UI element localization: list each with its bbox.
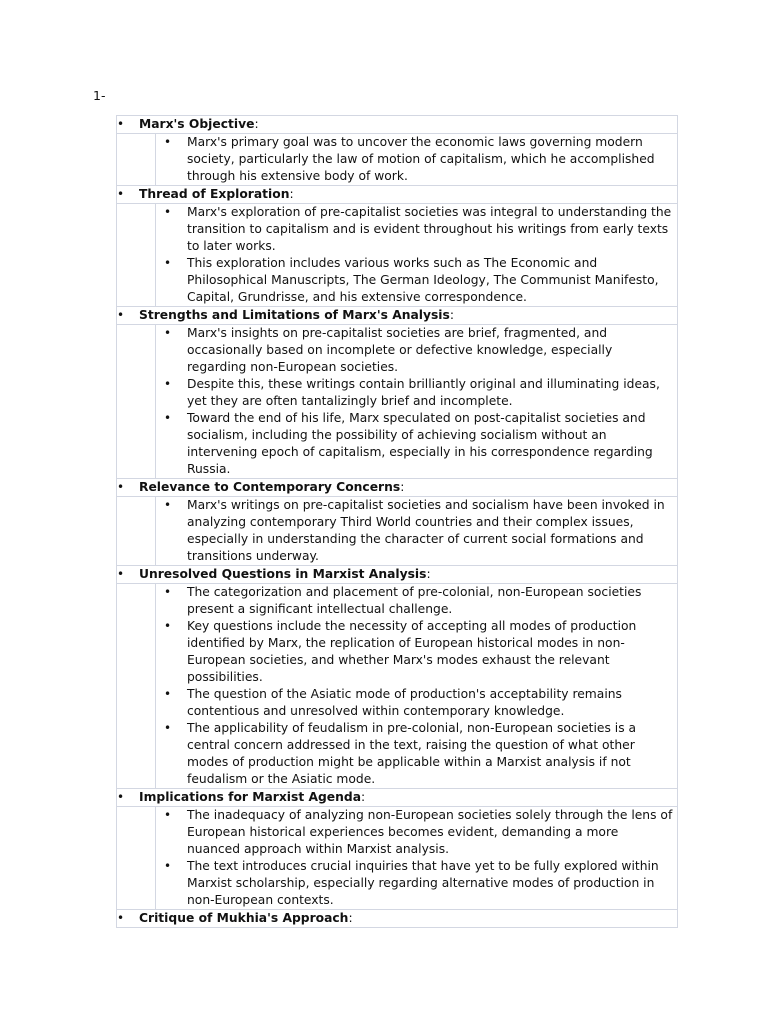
outline-section bbox=[117, 789, 677, 910]
outline-section bbox=[117, 307, 677, 479]
section-heading bbox=[117, 307, 677, 325]
section-title: Thread of Exploration bbox=[139, 187, 290, 201]
section-heading bbox=[117, 789, 677, 807]
section-title-colon: : bbox=[449, 308, 455, 322]
bullet-icon: • bbox=[164, 377, 172, 391]
bullet-icon: • bbox=[164, 411, 172, 425]
bullet-icon: • bbox=[164, 256, 172, 270]
section-heading bbox=[117, 186, 677, 204]
bullet-icon: • bbox=[117, 567, 125, 581]
list-item bbox=[156, 618, 677, 686]
sub-list bbox=[155, 807, 677, 909]
bullet-icon: • bbox=[117, 790, 125, 804]
sub-list bbox=[155, 134, 677, 185]
outline-section bbox=[117, 910, 677, 928]
sub-list bbox=[155, 325, 677, 478]
list-item-text: Toward the end of his life, Marx speculated on post-capitalist societies and socialism, including the possibility of achieving socialism without an intervening epoch of capitalism, especially in his correspondence regarding Russia. bbox=[187, 411, 653, 476]
outline-list bbox=[116, 115, 678, 928]
section-heading bbox=[117, 116, 677, 134]
list-item-text: The categorization and placement of pre-colonial, non-European societies present a significant intellectual challenge. bbox=[187, 585, 642, 616]
section-title: Unresolved Questions in Marxist Analysis bbox=[139, 567, 427, 581]
list-item bbox=[156, 858, 677, 909]
section-title: Marx's Objective bbox=[139, 117, 255, 131]
section-title-colon: : bbox=[426, 567, 431, 581]
list-item bbox=[156, 720, 677, 788]
bullet-icon: • bbox=[164, 687, 172, 701]
list-item-text: The applicability of feudalism in pre-colonial, non-European societies is a central concern addressed in the text, raising the question of what other modes of production might be applicable within a Marxist analysis if not feudalism or the Asiatic mode. bbox=[187, 721, 637, 786]
outline-section bbox=[117, 116, 677, 186]
outline-section bbox=[117, 479, 677, 566]
section-title: Implications for Marxist Agenda bbox=[139, 790, 361, 804]
bullet-icon: • bbox=[164, 619, 172, 633]
page-label: 1- bbox=[93, 88, 106, 103]
section-heading bbox=[117, 479, 677, 497]
bullet-icon: • bbox=[117, 117, 125, 131]
bullet-icon: • bbox=[117, 480, 125, 494]
bullet-icon: • bbox=[164, 808, 172, 822]
section-title: Strengths and Limitations of Marx's Analysis bbox=[139, 308, 450, 322]
list-item bbox=[156, 410, 677, 478]
sub-list bbox=[155, 204, 677, 306]
bullet-icon: • bbox=[164, 498, 172, 512]
section-title-colon: : bbox=[289, 187, 294, 201]
list-item-text: This exploration includes various works such as The Economic and Philosophical Manuscripts, The German Ideology, The Communist Manifesto, Capital, Grundrisse, and his extensive correspondence. bbox=[187, 256, 659, 304]
section-title-colon: : bbox=[254, 117, 259, 131]
list-item-text: The text introduces crucial inquiries that have yet to be fully explored within Marxist scholarship, especially regarding alternative modes of production in non-European contexts. bbox=[187, 859, 659, 907]
bullet-icon: • bbox=[164, 721, 172, 735]
list-item bbox=[156, 376, 677, 410]
list-item-text: The inadequacy of analyzing non-European societies solely through the lens of European historical experiences becomes evident, demanding a more nuanced approach within Marxist analysis. bbox=[187, 808, 673, 856]
list-item bbox=[156, 134, 677, 185]
list-item bbox=[156, 584, 677, 618]
list-item bbox=[156, 686, 677, 720]
list-item bbox=[156, 204, 677, 255]
bullet-icon: • bbox=[164, 585, 172, 599]
section-title-colon: : bbox=[348, 911, 353, 925]
list-item-text: Marx's insights on pre-capitalist societies are brief, fragmented, and occasionally based on incomplete or defective knowledge, especially regarding non-European societies. bbox=[187, 326, 613, 374]
outline-section bbox=[117, 566, 677, 789]
list-item-text: Key questions include the necessity of accepting all modes of production identified by Marx, the replication of European historical modes in non-European societies, and whether Marx's modes exhaust the relevant possibilities. bbox=[187, 619, 637, 684]
bullet-icon: • bbox=[117, 911, 125, 925]
section-title: Relevance to Contemporary Concerns bbox=[139, 480, 401, 494]
bullet-icon: • bbox=[164, 326, 172, 340]
section-title-colon: : bbox=[400, 480, 405, 494]
list-item-text: Marx's writings on pre-capitalist societies and socialism have been invoked in analyzing contemporary Third World countries and their complex issues, especially in understanding the character of current social formations and transitions underway. bbox=[187, 498, 665, 563]
sub-list bbox=[155, 497, 677, 565]
bullet-icon: • bbox=[164, 205, 172, 219]
list-item-text: Marx's primary goal was to uncover the economic laws governing modern society, particularly the law of motion of capitalism, which he accomplished through his extensive body of work. bbox=[187, 135, 655, 183]
section-heading bbox=[117, 910, 677, 927]
section-title: Critique of Mukhia's Approach bbox=[139, 911, 349, 925]
bullet-icon: • bbox=[117, 187, 125, 201]
bullet-icon: • bbox=[164, 135, 172, 149]
list-item bbox=[156, 807, 677, 858]
section-heading bbox=[117, 566, 677, 584]
sub-list bbox=[155, 584, 677, 788]
list-item-text: The question of the Asiatic mode of production's acceptability remains contentious and unresolved within contemporary knowledge. bbox=[187, 687, 622, 718]
outline-section bbox=[117, 186, 677, 307]
list-item bbox=[156, 325, 677, 376]
section-title-colon: : bbox=[361, 790, 366, 804]
list-item-text: Marx's exploration of pre-capitalist societies was integral to understanding the transition to capitalism and is evident throughout his writings from early texts to later works. bbox=[187, 205, 672, 253]
list-item bbox=[156, 497, 677, 565]
bullet-icon: • bbox=[117, 308, 125, 322]
bullet-icon: • bbox=[164, 859, 172, 873]
list-item-text: Despite this, these writings contain brilliantly original and illuminating ideas, yet they are often tantalizingly brief and incomplete. bbox=[187, 377, 660, 408]
list-item bbox=[156, 255, 677, 306]
